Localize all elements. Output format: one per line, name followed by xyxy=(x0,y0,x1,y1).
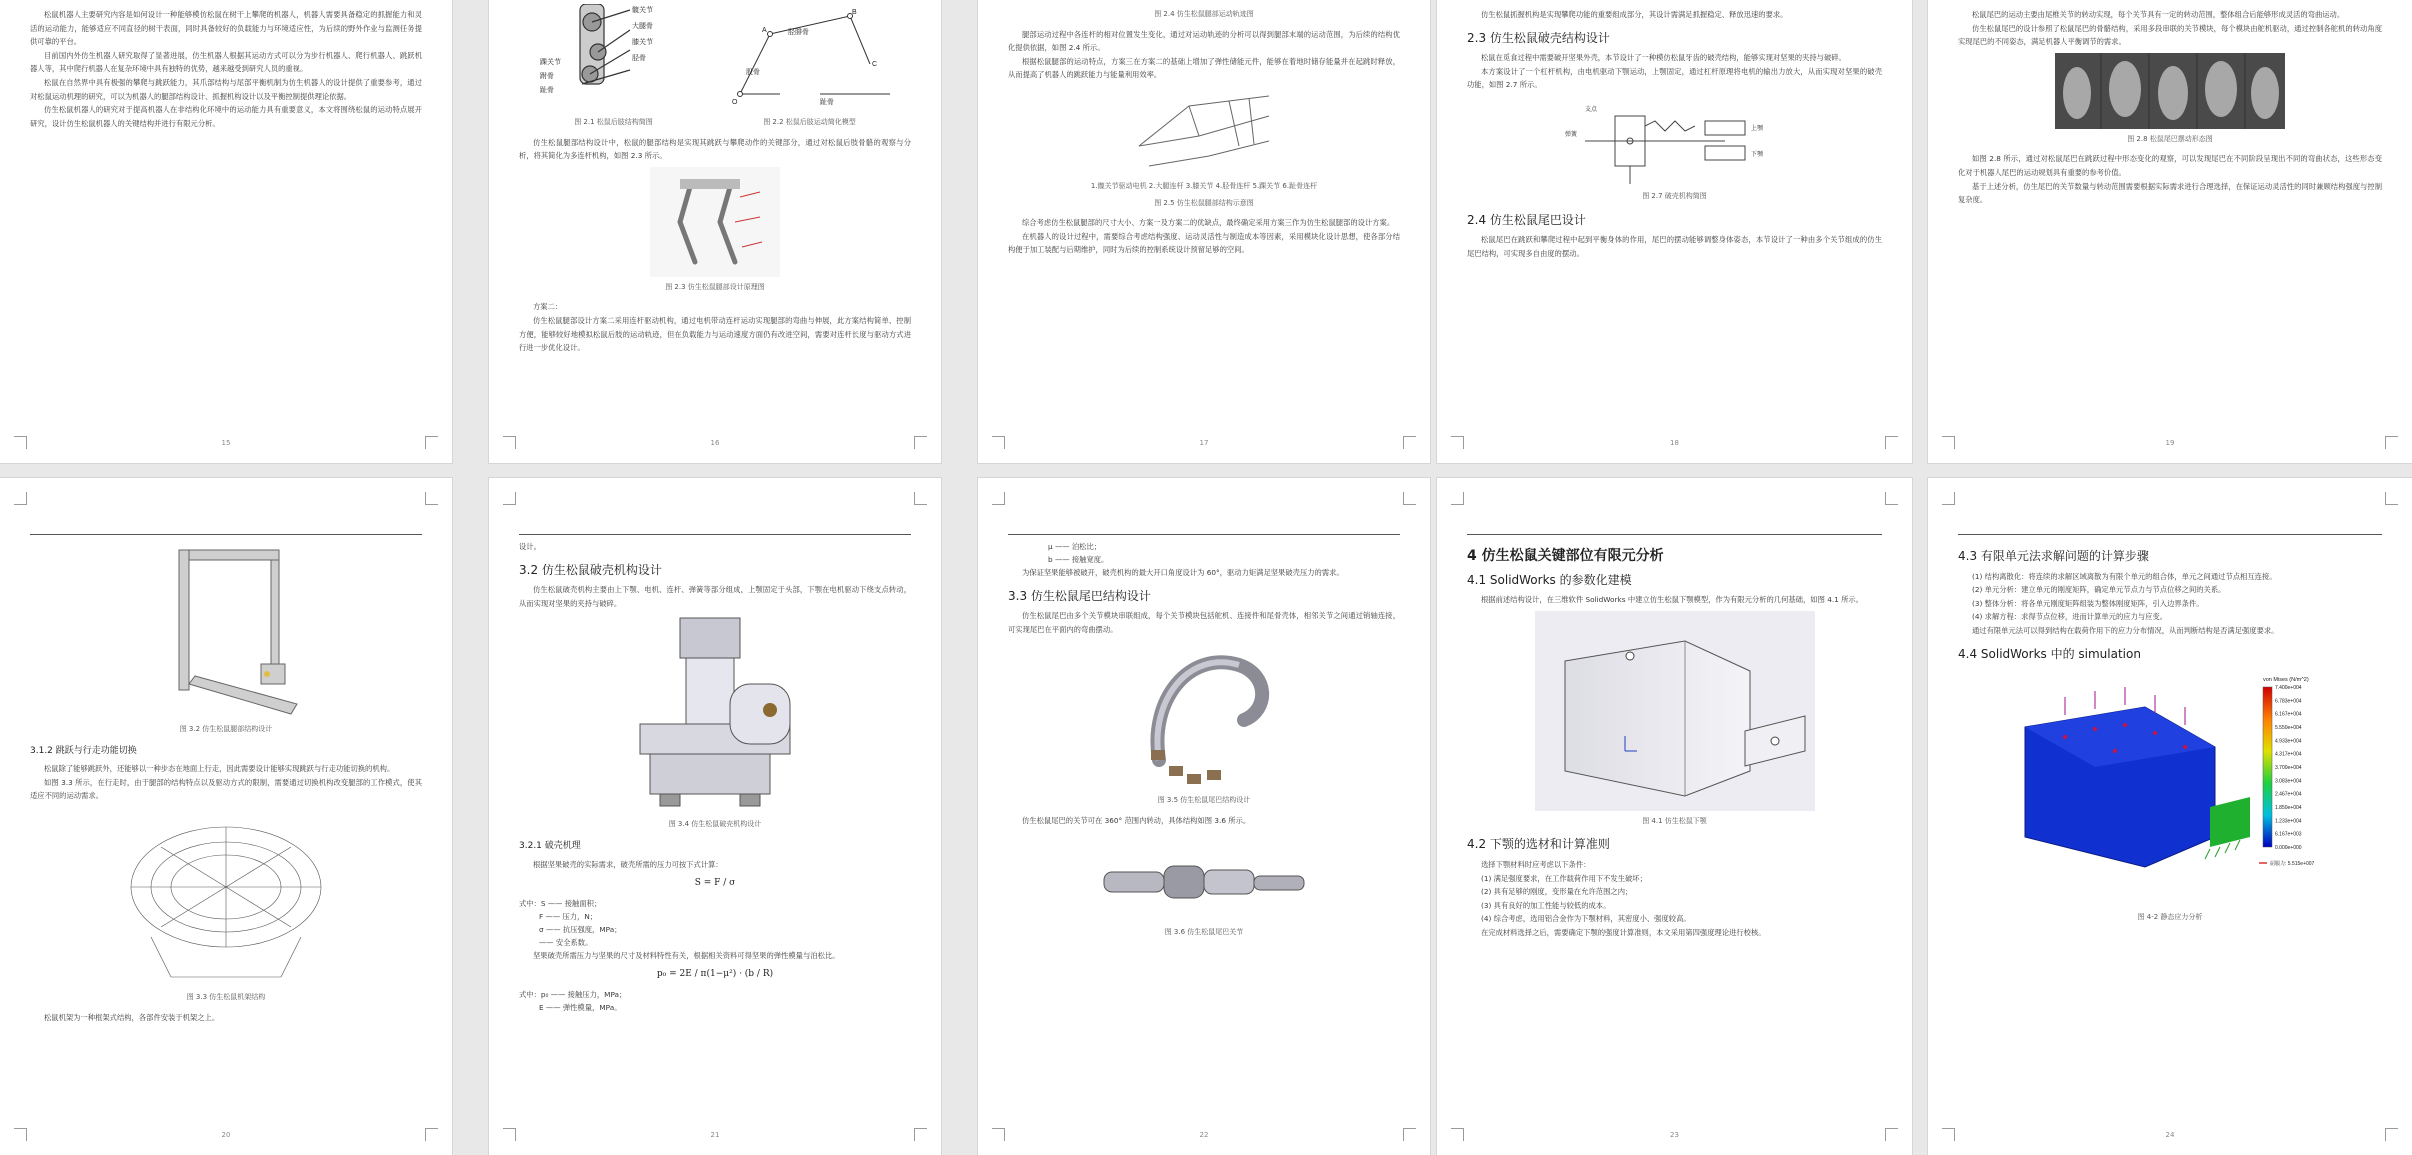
legend-value-label: 1.850e+004 xyxy=(2275,805,2302,812)
page-header-rule xyxy=(1467,526,1882,535)
paragraph: 松鼠尾巴的运动主要由尾椎关节的转动实现，每个关节具有一定的转动范围，整体组合后能够形成灵活的弯曲运动。 xyxy=(1972,10,2345,19)
page-body xyxy=(1008,8,1400,437)
crop-mark xyxy=(1403,492,1416,505)
shell-mechanism-render xyxy=(600,614,830,814)
legend-value-label: 5.550e+004 xyxy=(2275,725,2302,732)
paragraph: 松鼠尾巴在跳跃和攀爬过程中起到平衡身体的作用，尾巴的摆动能够调整身体姿态，本节设计了一种由多个关节组成的仿生尾巴结构，可实现多自由度的摆动。 xyxy=(1467,235,1882,258)
legend-title: von Mises (N/m^2) xyxy=(2263,677,2309,684)
page-body xyxy=(1467,8,1882,437)
page-body xyxy=(519,540,911,1129)
list-item: (2) 具有足够的刚度，变形量在允许范围之内； xyxy=(1481,887,1633,897)
list-item: (1) 结构离散化：将连续的求解区域离散为有限个单元的组合体，单元之间通过节点相互连接。 xyxy=(1972,571,2277,581)
squirrel-hindlimb-figures xyxy=(520,4,910,109)
legend-value-label: 7.400e+004 xyxy=(2275,685,2302,692)
legend-value-label: 0.000e+000 xyxy=(2275,845,2302,852)
page-number: 24 xyxy=(2165,1131,2175,1139)
frame-wireframe-render xyxy=(111,807,341,987)
label-spring: 弹簧 xyxy=(1564,131,1577,138)
section-heading: 3.3 仿生松鼠尾巴结构设计 xyxy=(1008,588,1151,603)
section-heading: 3.2 仿生松鼠破壳机构设计 xyxy=(519,562,662,577)
symbol-definition: b —— 接触宽度。 xyxy=(1048,555,1109,564)
symbol-definition: E —— 弹性模量，MPa。 xyxy=(539,1002,622,1012)
paragraph: 仿生松鼠破壳机构主要由上下颚、电机、连杆、弹簧等部分组成，上颚固定于头部，下颚在电机驱动下绕支点转动，从而实现对坚果的夹持与破碎。 xyxy=(519,585,911,608)
label-fulcrum: 支点 xyxy=(1584,106,1597,113)
page-number: 23 xyxy=(1670,1131,1679,1139)
crop-mark xyxy=(914,492,927,505)
figure-caption: 图 2.1 松鼠后肢结构简图 xyxy=(574,118,653,126)
paragraph: 根据松鼠腿部的运动特点，方案三在方案二的基础上增加了弹性储能元件，能够在着地时储存能量并在起跳时释放，从而提高了机器人的跳跃能力与能量利用效率。 xyxy=(1008,56,1400,80)
figure-caption: 图 2.7 破壳机构简图 xyxy=(1642,191,1707,200)
page-body xyxy=(1008,540,1400,1129)
page-header-rule xyxy=(30,526,422,535)
paragraph: 仿生松鼠尾巴由多个关节模块串联组成，每个关节模块包括舵机、连接件和尾骨壳体，相邻关节之间通过销轴连接，可实现尾巴在平面内的弯曲摆动。 xyxy=(1008,611,1400,634)
page-body xyxy=(30,540,422,1129)
label-tarsal: 跗骨 xyxy=(540,73,554,80)
figure-caption: 图 2.4 仿生松鼠腿部运动轨迹图 xyxy=(1154,10,1254,18)
paragraph: 仿生松鼠机器人的研究对于提高机器人在非结构化环境中的运动能力具有重要意义，本文将围绕松鼠的运动特点展开研究，设计仿生松鼠机器人的关键结构并进行有限元分析。 xyxy=(30,105,422,128)
crop-mark xyxy=(503,492,516,505)
list-item: (3) 具有良好的加工性能与较低的成本。 xyxy=(1481,900,1611,910)
paragraph: 腿部运动过程中各连杆的相对位置发生变化，通过对运动轨迹的分析可以得到腿部末端的运动范围，为后续的结构优化提供依据，如图 2.4 所示。 xyxy=(1008,29,1400,53)
document-page-8 xyxy=(978,478,1430,1155)
paragraph: 松鼠机架为一种框架式结构，各部件安装于机架之上。 xyxy=(44,1012,220,1022)
list-item: (4) 求解方程：求得节点位移，进而计算单元的应力与应变。 xyxy=(1972,612,2168,622)
figure-caption: 图 3.6 仿生松鼠尾巴关节 xyxy=(1164,927,1244,936)
label-c: C xyxy=(872,61,878,68)
label-knee: 膝关节 xyxy=(632,39,653,46)
paragraph: 松鼠在自然界中具有极强的攀爬与跳跃能力，其爪部结构与尾部平衡机制为仿生机器人的设计提供了重要参考，通过对松鼠运动机理的研究，可以为机器人的腿部结构设计、抓握机构设计以及平衡控制提供理论依据。 xyxy=(30,77,422,101)
tail-joint-render xyxy=(1094,832,1314,922)
leg-structure-render xyxy=(151,544,301,719)
section-heading: 2.4 仿生松鼠尾巴设计 xyxy=(1467,212,1586,227)
label-o: O xyxy=(732,99,738,106)
leg-linkage-figure xyxy=(1129,86,1279,176)
tail-hook-render xyxy=(1129,640,1279,790)
figure-caption: 图 3.2 仿生松鼠腿部结构设计 xyxy=(179,725,273,733)
symbol-definition: μ —— 泊松比； xyxy=(1048,542,1102,551)
page-number: 22 xyxy=(1199,1131,1209,1139)
paragraph: 根据前述结构设计，在三维软件 SolidWorks 中建立仿生松鼠下颚模型，作为有限元分析的几何基础，如图 4.1 所示。 xyxy=(1481,595,1864,605)
paragraph: 松鼠除了能够跳跃外，还能够以一种步态在地面上行走，因此需要设计能够实现跳跃与行走功能切换的机构。 xyxy=(44,764,395,774)
label-lower-jaw: 下颚 xyxy=(1750,151,1763,158)
paragraph: 通过有限单元法可以得到结构在载荷作用下的应力分布情况，从而判断结构是否满足强度要求。 xyxy=(1972,625,2279,635)
document-page-6 xyxy=(0,478,452,1155)
paragraph: 仿生松鼠尾巴的设计参照了松鼠尾巴的骨骼结构，采用多段串联的关节模块，每个模块由舵机驱动，通过控制各舵机的转动角度实现尾巴的不同姿态，满足机器人平衡调节的需求。 xyxy=(1958,23,2382,47)
figure-caption: 图 2.8 松鼠尾巴摆动形态图 xyxy=(2127,134,2213,143)
section-heading: 4.4 SolidWorks 中的 simulation xyxy=(1958,646,2141,661)
page-number: 19 xyxy=(2165,439,2175,447)
paragraph: 仿生松鼠腿部结构设计中，松鼠的腿部结构是实现其跳跃与攀爬动作的关键部分，通过对松鼠后肢骨骼的观察与分析，将其简化为多连杆机构，如图 2.3 所示。 xyxy=(519,137,911,161)
equation: p₀ = 2E / π(1−μ²) · (b / R) xyxy=(656,969,774,980)
label-b: B xyxy=(852,9,857,16)
label-upper-jaw: 上颚 xyxy=(1750,125,1763,132)
figure-caption: 图 3.4 仿生松鼠破壳机构设计 xyxy=(668,820,762,829)
page-body xyxy=(30,8,422,437)
page-header-rule xyxy=(1958,526,2382,535)
legend-value-label: 6.783e+004 xyxy=(2275,698,2302,705)
label-tibiofibula: 胫腓骨 xyxy=(788,29,809,36)
shell-breaking-mechanism-diagram xyxy=(1565,96,1785,186)
figure-caption: 图 4-2 静态应力分析 xyxy=(2137,913,2203,922)
paragraph: 松鼠在觅食过程中需要破开坚果外壳，本节设计了一种模仿松鼠牙齿的破壳结构，能够实现对坚果的夹持与破碎。 xyxy=(1481,53,1846,63)
paragraph: 在机器人的设计过程中，需要综合考虑结构强度、运动灵活性与制造成本等因素，采用模块化设计思想，使各部分结构便于加工装配与后期维护，同时为后续的控制系统设计预留足够的空间。 xyxy=(1008,231,1400,255)
section-heading: 4.3 有限单元法求解问题的计算步骤 xyxy=(1958,549,2149,563)
equation: S = F / σ xyxy=(694,878,736,889)
paragraph: 选择下颚材料时应考虑以下条件： xyxy=(1481,859,1591,869)
paragraph: 综合考虑仿生松鼠腿部的尺寸大小、方案一及方案二的优缺点，最终确定采用方案三作为仿生松鼠腿部的设计方案。 xyxy=(1022,218,1395,228)
squirrel-tail-photo-strip xyxy=(2055,53,2285,129)
list-item: (4) 综合考虑，选用铝合金作为下颚材料，其密度小、强度较高。 xyxy=(1481,914,1691,924)
page-header-rule xyxy=(1008,526,1400,535)
legend-value-label: 4.317e+004 xyxy=(2275,751,2302,758)
label-hip: 髋关节 xyxy=(632,7,653,14)
document-page-2 xyxy=(489,0,941,463)
section-heading: 2.3 仿生松鼠破壳结构设计 xyxy=(1467,30,1610,45)
document-page-5 xyxy=(1928,0,2412,463)
figure-caption: 图 2.3 仿生松鼠腿部设计原理图 xyxy=(665,282,765,291)
figure-caption: 图 4.1 仿生松鼠下颚 xyxy=(1642,816,1707,825)
document-page-3 xyxy=(978,0,1430,463)
page-header-rule xyxy=(519,526,911,535)
label-femur: 大腿骨 xyxy=(632,23,653,30)
chapter-heading: 4 仿生松鼠关键部位有限元分析 xyxy=(1467,548,1664,564)
legend-value-label: 3.083e+004 xyxy=(2275,778,2302,785)
label-a: A xyxy=(762,27,767,34)
label-toe: 趾骨 xyxy=(820,99,834,106)
paragraph: 仿生松鼠抓握机构是实现攀爬功能的重要组成部分，其设计需满足抓握稳定、释放迅速的要求。 xyxy=(1481,10,1788,19)
list-item: (1) 满足强度要求，在工作载荷作用下不发生破坏； xyxy=(1481,873,1647,883)
symbol-definition: σ —— 抗压强度，MPa； xyxy=(539,924,622,934)
section-heading: 4.2 下颚的选材和计算准则 xyxy=(1467,837,1610,852)
document-page-10 xyxy=(1928,478,2412,1155)
legend-value-label: 6.167e+003 xyxy=(2275,831,2302,838)
crop-mark xyxy=(1885,492,1898,505)
document-page-7 xyxy=(489,478,941,1155)
document-page-4 xyxy=(1437,0,1912,463)
paragraph: 为保证坚果能够被破开，破壳机构的最大开口角度设计为 60°，驱动力矩满足坚果破壳压力的需求。 xyxy=(1022,568,1344,577)
legend-value-label: 4.933e+004 xyxy=(2275,738,2302,745)
section-heading: 4.1 SolidWorks 的参数化建模 xyxy=(1467,572,1632,587)
linkage-diagram xyxy=(738,14,891,97)
label-thigh: 股骨 xyxy=(746,69,760,76)
figure-caption: 图 2.5 仿生松鼠腿部结构示意图 xyxy=(1154,198,1254,207)
page-number: 16 xyxy=(710,439,720,447)
label-tibia: 胫骨 xyxy=(632,55,646,62)
page-body xyxy=(1467,540,1882,1129)
page-number: 17 xyxy=(1199,439,1209,447)
crop-mark xyxy=(1451,492,1464,505)
paragraph: 根据坚果破壳的实际需求，破壳所需的压力可按下式计算： xyxy=(533,859,723,869)
color-scale-bar xyxy=(2263,687,2272,847)
paragraph: 如图 3.3 所示，在行走时，由于腿部的结构特点以及驱动方式的限制，需要通过切换机构改变腿部的工作模式，使其适应不同的运动需求。 xyxy=(30,777,422,801)
figure-caption: 1.髋关节驱动电机 2.大腿连杆 3.膝关节 4.胫骨连杆 5.踝关节 6.趾骨连杆 xyxy=(1090,181,1318,190)
page-body xyxy=(1958,540,2382,1129)
skeleton-diagram xyxy=(580,4,630,84)
page-body xyxy=(519,0,911,437)
leg-design-figure xyxy=(650,167,780,277)
paragraph: 方案二： xyxy=(533,302,563,312)
page-number: 18 xyxy=(1670,439,1679,447)
document-page-9 xyxy=(1437,478,1912,1155)
crop-mark xyxy=(992,492,1005,505)
stress-analysis-plot xyxy=(2005,667,2335,907)
subsection-heading: 3.2.1 破壳机理 xyxy=(519,840,581,851)
paragraph: 目前国内外仿生机器人研究取得了显著进展，仿生机器人根据其运动方式可以分为步行机器人、爬行机器人、跳跃机器人等，其中爬行机器人在复杂环境中具有独特的优势，越来越受到研究人员的重视。 xyxy=(30,50,422,74)
label-ankle: 踝关节 xyxy=(540,59,561,66)
yield-strength-label: 屈服力: 5.515e+007 xyxy=(2270,861,2315,868)
list-item: (2) 单元分析：建立单元的刚度矩阵，确定单元节点力与节点位移之间的关系。 xyxy=(1972,585,2226,595)
paragraph: 仿生松鼠腿部设计方案二采用连杆驱动机构，通过电机带动连杆运动实现腿部的弯曲与伸展，此方案结构简单、控制方便，能够较好地模拟松鼠后肢的运动轨迹，但在负载能力与运动速度方面仍有改进空间，需要对连杆长度与驱动方式进行进一步优化设计。 xyxy=(519,315,911,353)
figure-caption: 图 3.5 仿生松鼠尾巴结构设计 xyxy=(1157,796,1251,805)
paragraph: 基于上述分析，仿生尾巴的关节数量与转动范围需要根据实际需求进行合理选择，在保证运动灵活性的同时兼顾结构强度与控制复杂度。 xyxy=(1958,181,2382,205)
symbol-definition: F —— 压力，N； xyxy=(539,911,598,921)
figure-caption: 图 2.2 松鼠后肢运动简化模型 xyxy=(763,118,856,126)
label-phalanx: 趾骨 xyxy=(540,87,554,94)
symbol-definition: 式中：S —— 接触面积； xyxy=(519,898,602,908)
paragraph: 如图 2.8 所示，通过对松鼠尾巴在跳跃过程中形态变化的观察，可以发现尾巴在不同阶段呈现出不同的弯曲状态，这些形态变化对于机器人尾巴的运动规划具有重要的参考价值。 xyxy=(1958,154,2382,177)
paragraph: 松鼠机器人主要研究内容是如何设计一种能够模仿松鼠在树干上攀爬的机器人，机器人需要具备稳定的抓握能力和灵活的运动能力，能够适应不同直径的树干表面，同时具备较好的负载能力与环境适应性，为后续的野外作业与监测任务提供可靠的平台。 xyxy=(30,10,422,47)
page-body xyxy=(1958,8,2382,437)
paragraph: 坚果破壳所需压力与坚果的尺寸及材料特性有关，根据相关资料可得坚果的弹性模量与泊松比。 xyxy=(533,950,840,960)
crop-mark xyxy=(425,492,438,505)
paragraph: 仿生松鼠尾巴的关节可在 360° 范围内转动，具体结构如图 3.6 所示。 xyxy=(1022,815,1251,825)
symbol-definition: 式中：p₀ —— 接触压力，MPa； xyxy=(519,989,627,999)
paragraph: 本方案设计了一个杠杆机构，由电机驱动下颚运动，上颚固定，通过杠杆原理将电机的输出力放大，从而实现对坚果的破壳功能，如图 2.7 所示。 xyxy=(1467,66,1882,90)
crop-mark xyxy=(2385,492,2398,505)
legend-value-label: 1.233e+004 xyxy=(2275,818,2302,825)
subsection-heading: 3.1.2 跳跃与行走功能切换 xyxy=(30,745,137,756)
page-number: 15 xyxy=(221,439,231,447)
legend-value-label: 6.167e+004 xyxy=(2275,711,2302,718)
list-item: (3) 整体分析：将各单元刚度矩阵组装为整体刚度矩阵，引入边界条件。 xyxy=(1972,598,2204,608)
page-number: 21 xyxy=(710,1131,720,1139)
paragraph: 在完成材料选择之后，需要确定下颚的强度计算准则，本文采用第四强度理论进行校核。 xyxy=(1481,927,1766,937)
legend-value-label: 3.700e+004 xyxy=(2275,765,2302,772)
paragraph: 设计。 xyxy=(519,542,541,551)
figure-caption: 图 3.3 仿生松鼠机架结构 xyxy=(186,992,266,1001)
legend-value-label: 2.467e+004 xyxy=(2275,791,2302,798)
symbol-definition: —— 安全系数。 xyxy=(539,937,593,947)
page-number: 20 xyxy=(221,1131,231,1139)
lower-jaw-model-render xyxy=(1535,611,1815,811)
crop-mark xyxy=(1942,492,1955,505)
crop-mark xyxy=(14,492,27,505)
document-page-1 xyxy=(0,0,452,463)
